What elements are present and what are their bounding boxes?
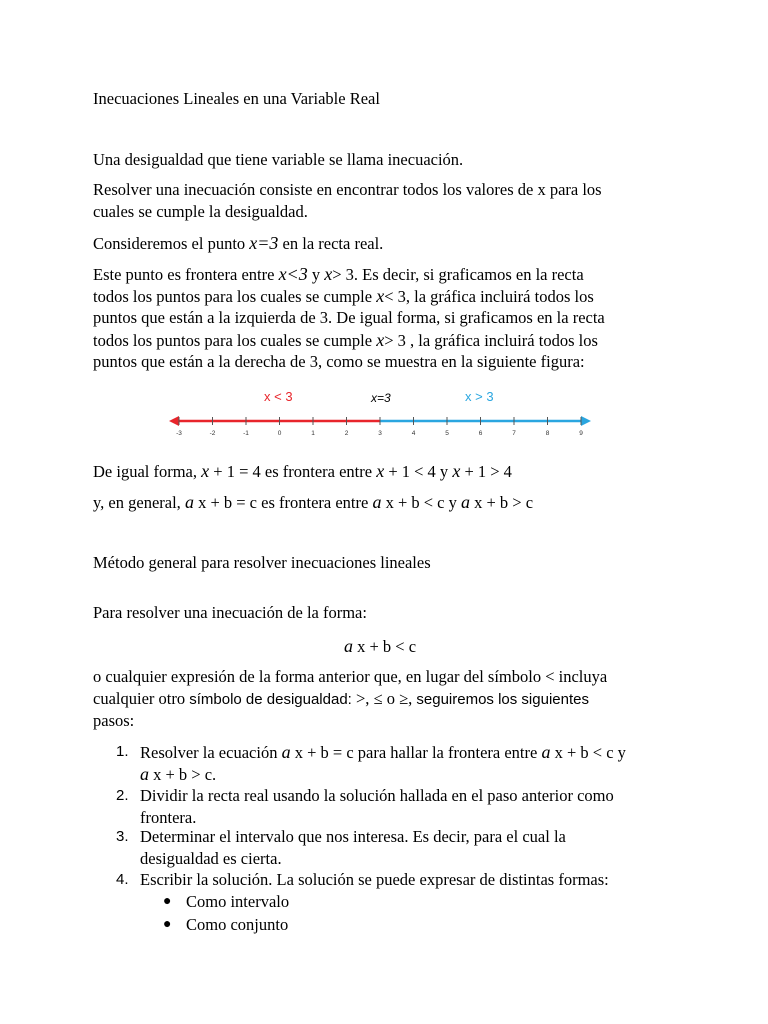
bullet-interval: Como intervalo <box>186 892 290 911</box>
paragraph-example: De igual forma, x + 1 = 4 es frontera entre x + 1 < 4 y x + 1 > 4 <box>93 461 512 481</box>
bullet-set: Como conjunto <box>186 915 289 934</box>
step-3-line1: Determinar el intervalo que nos interesa. Es decir, para el cual la <box>140 827 566 846</box>
paragraph-frontier-line5: puntos que están a la derecha de 3, como se muestra en la siguiente figura: <box>93 352 585 371</box>
paragraph-resolve-line1: Resolver una inecuación consiste en encontrar todos los valores de x para los <box>93 180 602 199</box>
step-1-line2: a x + b > c. <box>140 764 217 784</box>
tick-label: 3 <box>378 430 382 437</box>
step-4-line1: Escribir la solución. La solución se puede expresar de distintas formas: <box>140 870 609 889</box>
tick-label: -2 <box>209 430 216 437</box>
step-1-number: 1. <box>116 743 129 760</box>
paragraph-symbols-line2: cualquier otro símbolo de desigualdad: >, ≤ o ≥, seguiremos los siguientes <box>93 689 589 708</box>
step-2-line1: Dividir la recta real usando la solución hallada en el paso anterior como <box>140 786 614 805</box>
right-arrow-head <box>581 416 591 426</box>
paragraph-form: Para resolver una inecuación de la forma: <box>93 603 367 622</box>
equation-form: a x + b < c <box>344 636 417 656</box>
step-2-number: 2. <box>116 787 129 804</box>
step-1-line1: Resolver la ecuación a x + b = c para hallar la frontera entre a x + b < c y <box>140 742 626 762</box>
tick-label: 2 <box>344 430 349 437</box>
paragraph-general: y, en general, a x + b = c es frontera entre a x + b < c y a x + b > c <box>93 492 534 512</box>
tick-label: 7 <box>512 430 516 437</box>
left-arrow-head <box>169 416 179 426</box>
paragraph-symbols-line1: o cualquier expresión de la forma anterior que, en lugar del símbolo < incluya <box>93 667 608 686</box>
paragraph-point: Consideremos el punto x=3 en la recta real. <box>93 233 384 253</box>
paragraph-definition: Una desigualdad que tiene variable se llama inecuación. <box>93 150 464 169</box>
paragraph-resolve-line2: cuales se cumple la desigualdad. <box>93 202 308 221</box>
paragraph-symbols-line3: pasos: <box>93 711 135 730</box>
tick-label: 1 <box>311 430 315 437</box>
paragraph-frontier-line2: todos los puntos para los cuales se cumple x< 3, la gráfica incluirá todos los <box>93 286 594 306</box>
number-line-figure <box>160 385 600 440</box>
bullet-icon: ● <box>163 917 172 932</box>
tick-label: 6 <box>478 430 483 437</box>
label-x-less-3: x < 3 <box>264 389 293 404</box>
step-3-line2: desigualdad es cierta. <box>140 849 282 868</box>
step-3-number: 3. <box>116 828 129 845</box>
tick-label: 9 <box>579 430 583 437</box>
tick-label: 0 <box>277 430 282 437</box>
bullet-icon: ● <box>163 894 172 909</box>
paragraph-frontier-line1: Este punto es frontera entre x<3 y x> 3. Es decir, si graficamos en la recta <box>93 264 584 284</box>
paragraph-frontier-line4: todos los puntos para los cuales se cumple x> 3 , la gráfica incluirá todos los <box>93 330 598 350</box>
label-x-greater-3: x > 3 <box>465 389 494 404</box>
tick-label: -3 <box>176 430 182 437</box>
tick-label: 8 <box>545 430 550 437</box>
step-4-number: 4. <box>116 871 129 888</box>
tick-label: 4 <box>411 430 416 437</box>
step-2-line2: frontera. <box>140 808 197 827</box>
label-x-equals-3: x=3 <box>371 391 391 405</box>
section-heading: Método general para resolver inecuaciones lineales <box>93 553 431 572</box>
paragraph-frontier-line3: puntos que están a la izquierda de 3. De igual forma, si graficamos en la recta <box>93 308 605 327</box>
tick-label: 5 <box>445 430 449 437</box>
tick-label: -1 <box>243 430 249 437</box>
page-title: Inecuaciones Lineales en una Variable Real <box>93 89 380 108</box>
